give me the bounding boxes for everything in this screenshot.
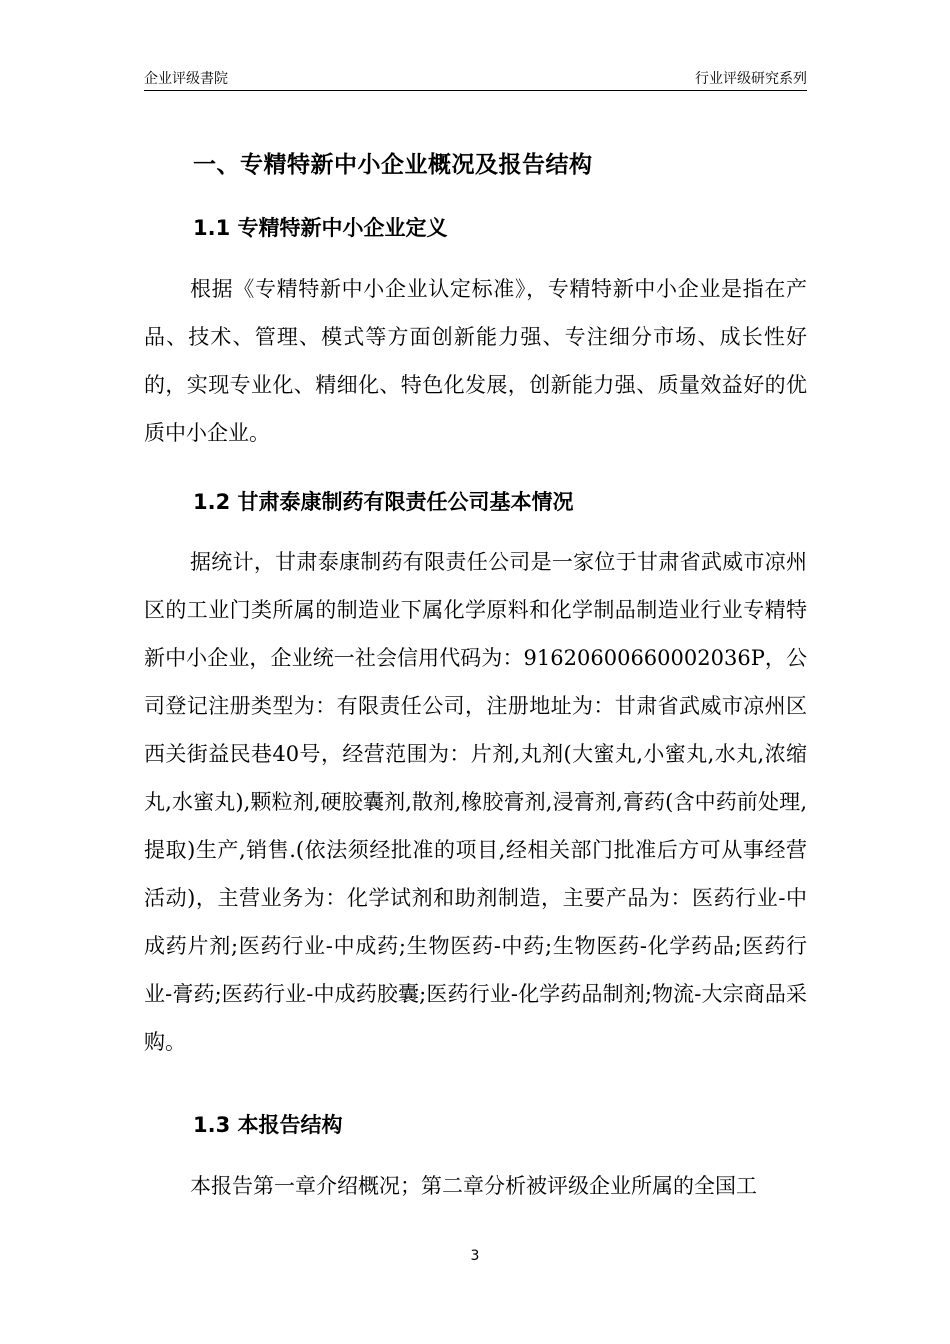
section-paragraph-1-1: 根据《专精特新中小企业认定标准》，专精特新中小企业是指在产品、技术、管理、模式等方面创新能力强、专注细分市场、成长性好的，实现专业化、精细化、特色化发展，创新能力强、质量效益好的优质中小企业。 xyxy=(144,277,807,445)
chapter-title: 一、专精特新中小企业概况及报告结构 xyxy=(193,152,593,178)
running-header xyxy=(144,66,807,91)
header-publisher: 企业评级書院 xyxy=(144,71,228,87)
section-paragraph-1-3: 本报告第一章介绍概况；第二章分析被评级企业所属的全国工 xyxy=(190,1174,757,1198)
section-heading-1-2: 1.2 甘肃泰康制药有限责任公司基本情况 xyxy=(193,490,574,514)
section-heading-1-1: 1.1 专精特新中小企业定义 xyxy=(193,216,448,240)
page-number: 3 xyxy=(470,1248,480,1264)
section-paragraph-1-2: 据统计，甘肃泰康制药有限责任公司是一家位于甘肃省武威市凉州区的工业门类所属的制造业下属化学原料和化学制品制造业行业专精特新中小企业，企业统一社会信用代码为：91620600660002036P，公司登记注册类型为：有限责任公司，注册地址为：甘肃省武威市凉州区西关街益民巷40号，经营范围为：片剂,丸剂(大蜜丸,小蜜丸,水丸,浓缩丸,水蜜丸),颗粒剂,硬胶囊剂,散剂,橡胶膏剂,浸膏剂,膏药(含中药前处理,提取)生产,销售.(依法须经批准的项目,经相关部门批准后方可从事经营活动)，主营业务为：化学试剂和助剂制造，主要产品为：医药行业-中成药片剂;医药行业-中成药;生物医药-中药;生物医药-化学药品;医药行业-膏药;医药行业-中成药胶囊;医药行业-化学药品制剂;物流-大宗商品采购。 xyxy=(144,550,807,1054)
header-series: 行业评级研究系列 xyxy=(695,71,807,87)
section-heading-1-3: 1.3 本报告结构 xyxy=(193,1113,343,1137)
